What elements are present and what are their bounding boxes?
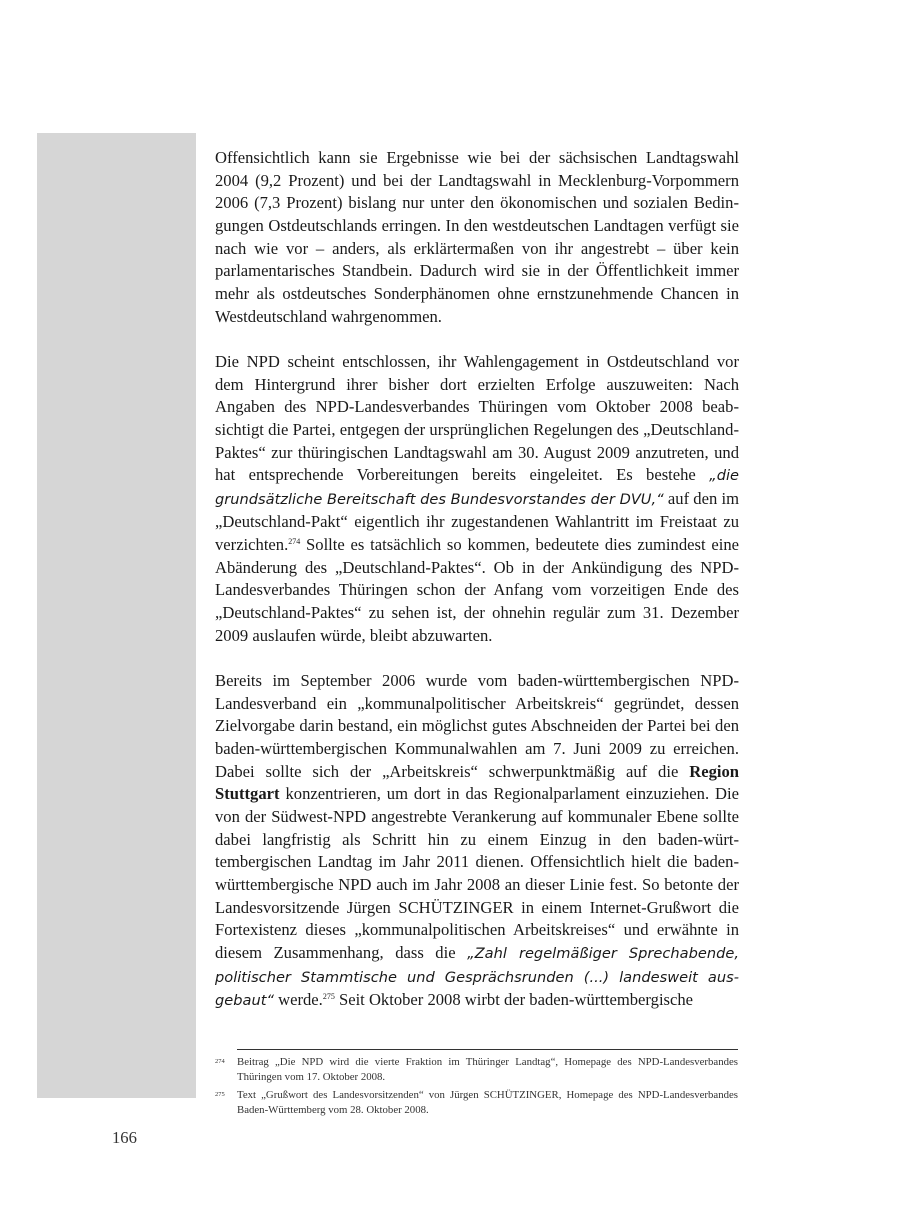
paragraph — [215, 351, 739, 648]
footnote-number: 275 — [215, 1090, 225, 1098]
footnotes — [215, 1055, 738, 1120]
text-segment: Bereits im September 2006 wurde vom baden-württembergischen NPD-Landesverband ein „kommunalpolitischer Arbeitskreis“ gegründet, dessen Zielvorgabe darin bestand, ein möglichst gutes Abschneiden der Partei bei den baden-württembergischen Kommunalwahlen am 7. Juni 2009 zu erreichen. Dabei sollte sich der „Arbeitskreis“ schwerpunktmäßig auf die — [215, 671, 739, 781]
page-number: 166 — [112, 1128, 137, 1147]
footnote-text: Beitrag „Die NPD wird die vierte Fraktion im Thüringer Landtag“, Homepage des NPD-Landesverbandes Thüringen vom 17. Oktober 2008. — [237, 1056, 738, 1084]
text-segment: konzentrieren, um dort in das Regionalparlament einzuziehen. Die von der Südwest-NPD angestrebte Verankerung auf kommunaler Ebene sollte dabei langfristig als Schritt hin zu einem Einzug in den baden-württembergischen Landtag im Jahr 2011 dienen. Offensichtlich hielt die badenwürttembergische NPD auch im Jahr 2008 an dieser Linie fest. So betonte der Landesvorsitzende Jürgen SCHÜTZINGER in einem Internet-Grußwort die Fortexistenz dieses „kommunalpolitischen Arbeitskreises“ und erwähnte in diesem Zusammenhang, dass die — [215, 784, 739, 962]
highlighted-term: Region Stuttgart — [215, 761, 739, 804]
text-segment: Sollte es tatsächlich so kommen, bedeutete dies zumindest eine Abänderung des „Deutschland-Paktes“. Ob in der Ankündigung des NPD-Landesverbandes Thüringen schon der Anfang vom vorzeitigen Ende des „Deutschland-Paktes“ zu sehen ist, der ohnehin regulär zum 31. Dezember 2009 auslaufen würde, bleibt abzuwarten. — [215, 535, 739, 645]
quote-text: „Zahl regelmäßiger Sprechabende, politischer Stammtische und Gesprächsrunden (...) landesweit ausgebaut“ — [215, 944, 739, 1010]
text-segment: Offensichtlich kann sie Ergebnisse wie bei der sächsischen Landtagswahl 2004 (9,2 Prozent) und bei der Landtagswahl in Mecklenburg-Vorpommern 2006 (7,3 Prozent) bislang nur unter den ökonomischen und sozialen Bedingungen Ostdeutschlands erringen. In den westdeutschen Landtagen verfügt sie nach wie vor – anders, als erklärtermaßen von ihr angestrebt – über kein parlamentarisches Standbein. Dadurch wird sie in der Öffentlichkeit immer mehr als ostdeutsches Sonderphänomen ohne ernstzunehmende Chancen in Westdeutschland wahrgenommen. — [215, 148, 739, 326]
sidebar-decoration — [37, 133, 196, 1098]
body-text — [215, 147, 739, 1013]
footnote-number: 274 — [215, 1058, 225, 1065]
footnote-reference: 274 — [288, 537, 301, 547]
footnote-reference: 275 — [322, 992, 335, 1002]
footnote — [215, 1055, 738, 1086]
footnote-text: Text „Grußwort des Landesvorsitzenden“ von Jürgen SCHÜTZINGER, Homepage des NPD-Landesverbandes Baden-Württemberg vom 28. Oktober 2008. — [237, 1088, 738, 1116]
text-segment: werde. — [273, 990, 323, 1010]
text-segment: auf den im „Deutschland-Pakt“ eigentlich ihr zugestandenen Wahlantritt im Freistaat zu verzichten. — [215, 488, 739, 555]
paragraph — [215, 670, 739, 1013]
text-segment: Die NPD scheint entschlossen, ihr Wahlengagement in Ostdeutschland vor dem Hintergrund ihrer bisher dort erzielten Erfolge auszuweiten: Nach Angaben des NPD-Landesverbandes Thüringen vom Oktober 2008 beabsichtigt die Partei, entgegen der ursprünglichen Regelungen des „Deutschland-Paktes“ zur thüringischen Landtagswahl am 30. August 2009 anzutreten, und hat entsprechende Vorbereitungen bereits eingeleitet. Es bestehe — [215, 351, 739, 485]
footnote-divider — [237, 1049, 738, 1050]
quote-text: „die grundsätzliche Bereitschaft des Bundesvorstandes der DVU,“ — [215, 467, 739, 508]
paragraph — [215, 147, 739, 328]
footnote — [215, 1088, 738, 1119]
text-segment: Seit Oktober 2008 wirbt der baden-württembergische — [334, 990, 694, 1010]
